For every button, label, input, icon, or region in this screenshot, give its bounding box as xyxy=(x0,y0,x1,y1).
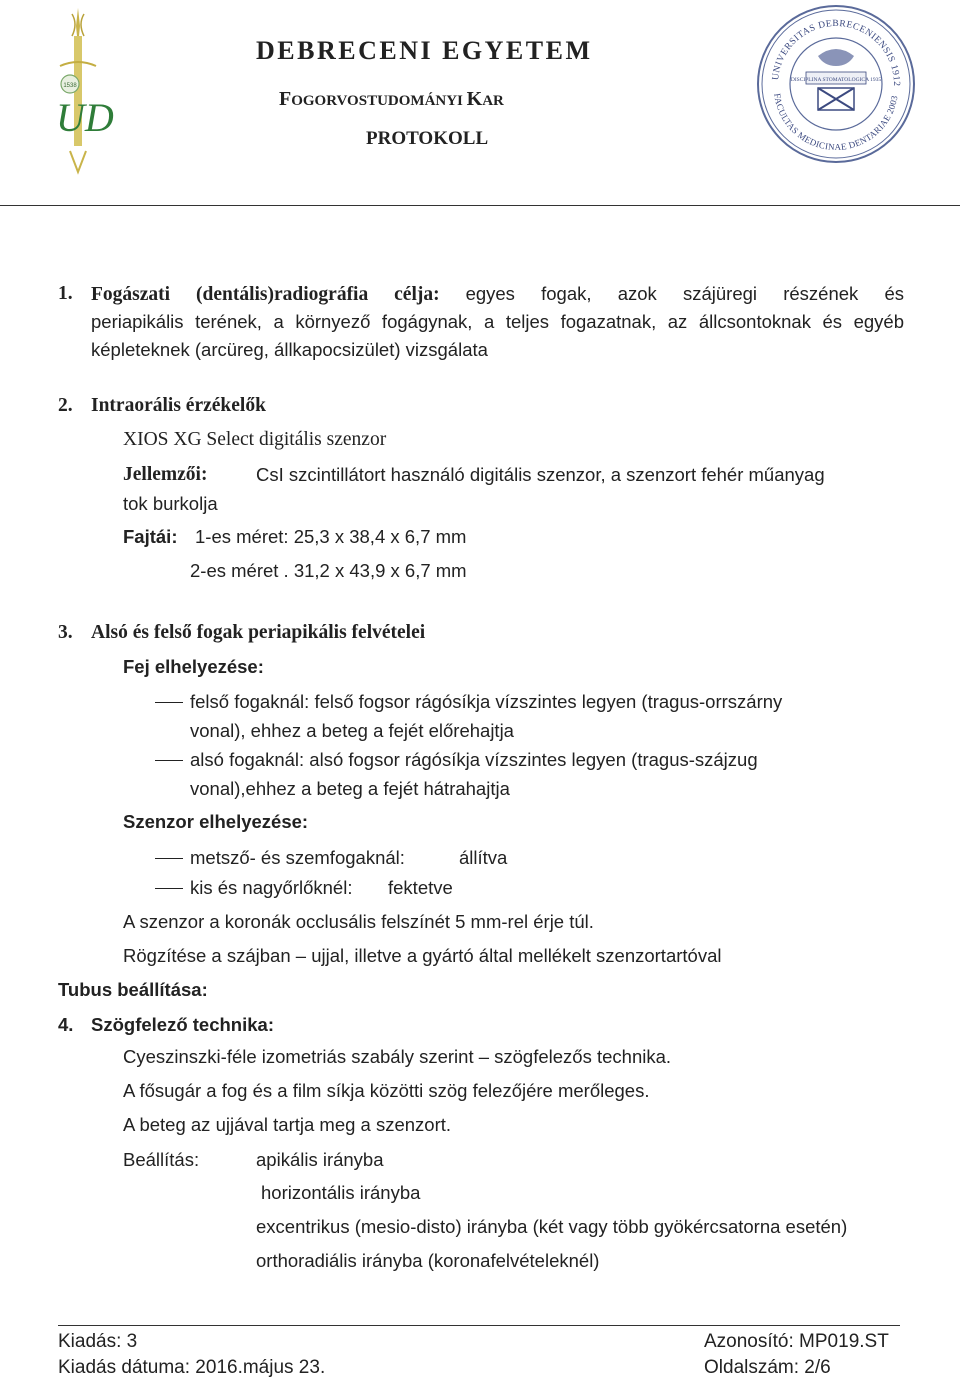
sensor-name: XIOS XG Select digitális szenzor xyxy=(123,429,387,450)
settings-label: Beállítás: xyxy=(123,1149,200,1170)
section-number: 4. xyxy=(58,1014,74,1035)
university-name: DEBRECENI EGYETEM xyxy=(256,36,593,65)
head-position-label: Fej elhelyezése: xyxy=(123,656,264,677)
section-1 xyxy=(58,280,905,360)
settings-item: apikális irányba xyxy=(256,1149,384,1170)
list-item-value: állítva xyxy=(459,847,508,868)
settings-item: orthoradiális irányba (koronafelvételeknél) xyxy=(256,1250,600,1271)
list-item: vonal),ehhez a beteg a fejét hátrahajtja xyxy=(190,778,510,799)
sensor-position-label: Szenzor elhelyezése: xyxy=(123,811,309,832)
note-text: Rögzítése a szájban – ujjal, illetve a gyártó által mellékelt szenzortartóval xyxy=(123,945,722,966)
section-number: 2. xyxy=(58,395,73,416)
list-item-value: fektetve xyxy=(388,877,453,898)
note-text: A szenzor a koronák occlusális felszínét 5 mm-rel érje túl. xyxy=(123,911,594,932)
list-dash xyxy=(155,858,183,859)
section-text: periapikális terének, a környező fogágynak, a teljes fogazatnak, az állcsontoknak és egyéb xyxy=(91,311,904,332)
type-item: 1-es méret: 25,3 x 38,4 x 6,7 mm xyxy=(195,526,467,547)
svg-text:UD: UD xyxy=(56,95,114,140)
svg-text:FACULTAS MEDICINAE DENTARIAE 2: FACULTAS MEDICINAE DENTARIAE 2003 xyxy=(772,92,900,153)
faculty-name: FOGORVOSTUDOMÁNYI KAR xyxy=(279,88,504,110)
type-item: 2-es méret . 31,2 x 43,9 x 6,7 mm xyxy=(190,560,467,581)
faculty-seal xyxy=(756,4,916,164)
section-text: egyes fogak, azok szájüregi részének és xyxy=(465,283,905,304)
document-type: PROTOKOLL xyxy=(366,128,489,149)
section-title: Szögfelező technika: xyxy=(91,1014,274,1035)
tube-label: Tubus beállítása: xyxy=(58,979,208,1000)
section-text: Cyeszinszki-féle izometriás szabály szerint – szögfelezős technika. xyxy=(123,1046,672,1067)
section-text: képleteknek (arcüreg, állkapocsizület) vizsgálata xyxy=(91,339,488,360)
settings-item: excentrikus (mesio-disto) irányba (két vagy több gyökércsatorna esetén) xyxy=(256,1216,848,1237)
header-rule xyxy=(388,205,960,206)
settings-item: horizontális irányba xyxy=(261,1182,421,1203)
edition-date: Kiadás dátuma: 2016.május 23. xyxy=(58,1357,326,1378)
section-number: 1. xyxy=(58,283,73,304)
features-text: tok burkolja xyxy=(123,493,218,514)
list-dash xyxy=(155,760,183,761)
svg-text:1538: 1538 xyxy=(63,83,77,89)
features-text: CsI szcintillátort használó digitális szenzor, a szenzort fehér műanyag xyxy=(256,464,825,485)
list-item: metsző- és szemfogaknál: xyxy=(190,847,405,868)
section-text: A fősugár a fog és a film síkja közötti szög felezőjére merőleges. xyxy=(123,1080,650,1101)
edition: Kiadás: 3 xyxy=(58,1331,138,1352)
list-item: felső fogaknál: felső fogsor rágósíkja vízszintes legyen (tragus-orrszárny xyxy=(190,691,783,712)
list-item: vonal), ehhez a beteg a fejét előrehajtja xyxy=(190,720,514,741)
section-number: 3. xyxy=(58,622,73,643)
section-title: Alsó és felső fogak periapikális felvételei xyxy=(91,622,426,643)
university-logo xyxy=(48,6,114,176)
section-text: A beteg az ujjával tartja meg a szenzort. xyxy=(123,1114,452,1135)
section-title: Intraorális érzékelők xyxy=(91,395,266,416)
types-label: Fajtái: xyxy=(123,526,178,547)
list-dash xyxy=(155,888,183,889)
list-item: kis és nagyőrlőknél: xyxy=(190,877,353,898)
document-identifier: Azonosító: MP019.ST xyxy=(704,1331,889,1352)
page-number: Oldalszám: 2/6 xyxy=(704,1357,831,1378)
list-item: alsó fogaknál: alsó fogsor rágósíkja vízszintes legyen (tragus-szájzug xyxy=(190,749,758,770)
footer-rule xyxy=(58,1325,900,1326)
svg-text:DISCIPLINA STOMATOLOGICA 1935: DISCIPLINA STOMATOLOGICA 1935 xyxy=(790,77,882,83)
features-label: Jellemzői: xyxy=(123,464,208,485)
list-dash xyxy=(155,702,183,703)
header-rule xyxy=(0,205,388,206)
section-title: Fogászati (dentális)radiográfia célja: xyxy=(91,284,440,305)
svg-text:UNIVERSITAS DEBRECENIENSIS 191: UNIVERSITAS DEBRECENIENSIS 1912 xyxy=(771,18,902,87)
